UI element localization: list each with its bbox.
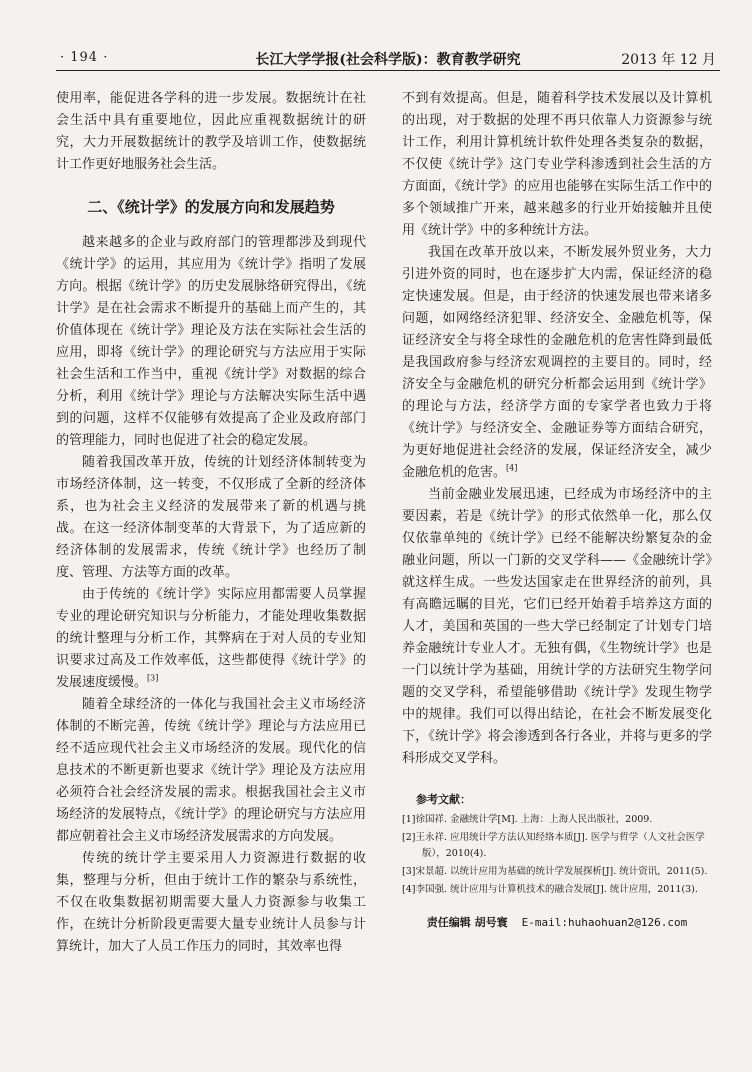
references-title: 参考文献：: [416, 793, 471, 806]
paragraph-text: 我国在改革开放以来，不断发展外贸业务，大力引进外资的同时，也在逐步扩大内需，保证经济的稳定快速发展。但是，由于经济的快速发展也带来诸多问题，如网络经济犯罪、经济安全、金融危机等，保证经济安全与将全球性的金融危机的危害性降到最低是我国政府参与经济宏观调控的主要目的。同时，经济安全与金融危机的研究分析都会运用到《统计学》的理论与方法，经济学方面的专家学者也致力于将《统计学》与经济安全、金融证券等方面结合研究，为更好地促进社会经济的发展，保证经济安全，减少金融危机的危害。: [402, 245, 712, 480]
running-header: [56, 46, 720, 71]
paragraph-text: 由于传统的《统计学》实际应用都需要人员掌握专业的理论研究知识与分析能力，才能处理收集数据的统计整理与分析工作，其弊病在于对人员的专业知识要求过高及工作效率低，这些都使得《统计学》的发展速度缓慢。: [56, 587, 366, 690]
paragraph: 随着全球经济的一体化与我国社会主义市场经济体制的不断完善，传统《统计学》理论与方法应用已经不适应现代社会主义市场经济的发展。现代化的信息技术的不断更新也要求《统计学》理论及方法应用必须符合社会经济发展的需求。根据我国社会主义市场经济的发展特点，《统计学》的理论研究与方法应用都应朝着社会主义市场经济发展需求的方向发展。: [56, 697, 366, 844]
left-column: [56, 88, 366, 958]
journal-title: 长江大学学报(社会科学版)：教育教学研究: [255, 52, 521, 68]
references-section: [402, 792, 712, 898]
reference-item: [3]宋景超. 以统计应用为基础的统计学发展探析[J]. 统计资讯，2011(5).: [402, 866, 708, 877]
paragraph: 随着我国改革开放，传统的计划经济体制转变为市场经济体制，这一转变，不仅形成了全新的经济体系，也为社会主义经济的发展带来了新的机遇与挑战。在这一经济体制变革的大背景下，为了适应新的经济体制的发展需求，传统《统计学》也经历了制度、管理、方法等方面的改革。: [56, 455, 366, 580]
paragraph: 使用率，能促进各学科的进一步发展。数据统计在社会生活中具有重要地位，因此应重视数据统计的研究，大力开展数据统计的教学及培训工作，使数据统计工作更好地服务社会生活。: [56, 91, 366, 172]
reference-item: [4]李国强. 统计应用与计算机技术的融合发展[J]. 统计应用，2011(3).: [402, 884, 698, 895]
editor-email: E-mail:huhaohuan2@126.com: [521, 916, 688, 929]
citation-marker: [4]: [506, 463, 518, 473]
reference-item: [2]王永祥. 应用统计学方法认知经络本质[J]. 医学与哲学（人文社会医学版），2010(4).: [402, 832, 705, 859]
paragraph: [56, 584, 366, 694]
citation-marker: [3]: [147, 673, 159, 683]
editor-name: 责任编辑 胡号寰: [426, 916, 508, 929]
paragraph: [402, 242, 712, 484]
section-heading: 二、《统计学》的发展方向和发展趋势: [87, 198, 335, 216]
paragraph: 不到有效提高。但是，随着科学技术发展以及计算机的出现，对于数据的处理不再只依靠人力资源参与统计工作，利用计算机统计软件处理各类复杂的数据，不仅使《统计学》这门专业学科渗透到社会生活的方方面面，《统计学》的应用也能够在实际生活工作中的多个领域推广开来，越来越多的行业开始接触并且使用《统计学》中的多种统计方法。: [402, 91, 712, 238]
paragraph: 当前金融业发展迅速，已经成为市场经济中的主要因素，若是《统计学》的形式依然单一化，那么仅仅依靠单纯的《统计学》已经不能解决纷繁复杂的金融业问题，所以一门新的交叉学科——《金融统计学》就这样生成。一些发达国家走在世界经济的前列，具有高瞻远瞩的目光，它们已经开始着手培养这方面的人才，美国和英国的一些大学已经制定了计划专门培养金融统计专业人才。无独有偶，《生物统计学》也是一门以统计学为基础，用统计学的方法研究生物学问题的交叉学科，希望能够借助《统计学》发现生物学中的规律。我们可以得出结论，在社会不断发展变化下，《统计学》将会渗透到各行各业，并将与更多的学科形成交叉学科。: [402, 487, 712, 766]
paragraph: 传统的统计学主要采用人力资源进行数据的收集，整理与分析，但由于统计工作的繁杂与系统性，不仅在收集数据初期需要大量人力资源参与收集工作，在统计分析阶段更需要大量专业统计人员参与计算统计，加大了人员工作压力的同时，其效率也得: [56, 851, 366, 954]
right-column: [402, 88, 712, 934]
page-number: · 194 ·: [60, 50, 109, 65]
issue-date: 2013 年 12 月: [621, 52, 716, 68]
paragraph: 越来越多的企业与政府部门的管理都涉及到现代《统计学》的运用，其应用为《统计学》指明了发展方向。根据《统计学》的历史发展脉络研究得出，《统计学》是在社会需求不断提升的基础上而产生的，其价值体现在《统计学》理论及方法在实际社会生活的应用，即将《统计学》的理论研究与方法应用于实际社会生活和工作当中，重视《统计学》对数据的综合分析，利用《统计学》理论与方法解决实际生活中遇到的问题，这样不仅能够有效提高了企业及政府部门的管理能力，同时也促进了社会的稳定发展。: [56, 235, 366, 448]
reference-item: [1]徐国祥. 金融统计学[M]. 上海：上海人民出版社，2009.: [402, 814, 653, 825]
editor-line: [402, 912, 712, 934]
